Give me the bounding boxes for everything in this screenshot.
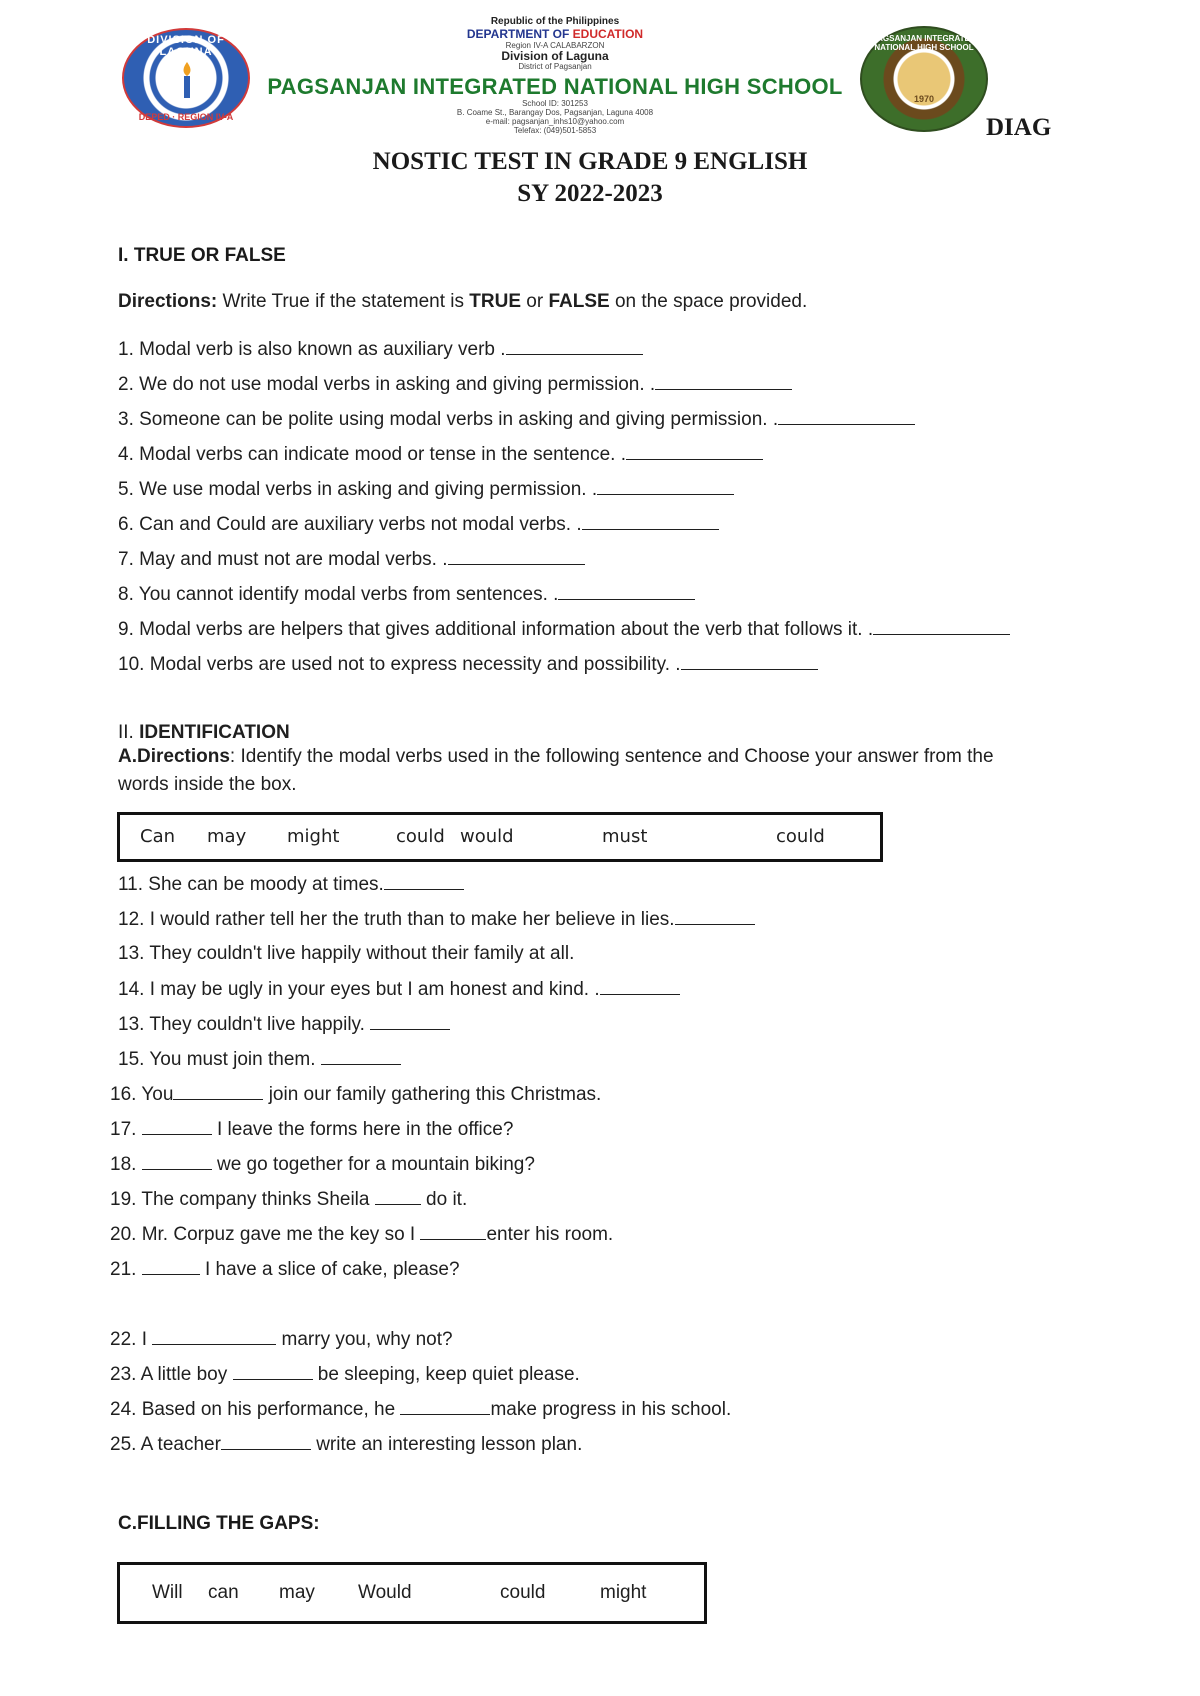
question-19 — [110, 1188, 467, 1211]
republic-label: Republic of the Philippines — [490, 16, 620, 27]
school-address: B. Coame St., Barangay Dos, Pagsanjan, Laguna 4008 — [456, 108, 654, 117]
section-heading-filling-gaps: C.FILLING THE GAPS: — [118, 1513, 320, 1534]
answer-blank[interactable] — [582, 513, 719, 530]
school-name: PAGSANJAN INTEGRATED NATIONAL HIGH SCHOOL — [267, 74, 843, 99]
question-6 — [118, 513, 719, 536]
seal-year: 1970 — [913, 94, 935, 104]
box-word: Would — [358, 1582, 412, 1603]
department-prefix: DEPARTMENT OF — [466, 27, 573, 41]
question-7 — [118, 548, 585, 571]
answer-blank[interactable] — [400, 1398, 490, 1415]
answer-blank[interactable] — [142, 1153, 212, 1170]
section-heading-identification — [118, 722, 290, 744]
box-word: Will — [152, 1582, 183, 1603]
question-text: 11. She can be moody at times. — [118, 874, 384, 895]
answer-blank[interactable] — [142, 1118, 212, 1135]
answer-blank[interactable] — [375, 1188, 421, 1205]
question-text: 14. I may be ugly in your eyes but I am honest and kind. . — [118, 979, 600, 1000]
question-text: do it. — [420, 1189, 468, 1210]
answer-blank[interactable] — [321, 1048, 401, 1065]
question-14 — [118, 978, 680, 1001]
question-text: join our family gathering this Christmas. — [263, 1084, 602, 1105]
question-text: 10. Modal verbs are used not to express necessity and possibility. . — [118, 654, 681, 675]
question-text: 21. — [110, 1259, 142, 1280]
answer-blank[interactable] — [448, 548, 585, 565]
question-text: 3. Someone can be polite using modal verbs in asking and giving permission. . — [118, 409, 779, 430]
box-word: must — [602, 826, 648, 847]
question-8 — [118, 583, 695, 606]
question-21 — [110, 1258, 460, 1281]
answer-blank[interactable] — [173, 1083, 263, 1100]
question-text: 2. We do not use modal verbs in asking and giving permission. . — [118, 374, 656, 395]
answer-blank[interactable] — [221, 1433, 311, 1450]
question-text: make progress in his school. — [490, 1399, 732, 1420]
question-text: 25. A teacher — [110, 1434, 221, 1455]
question-text: we go together for a mountain biking? — [211, 1154, 535, 1175]
department-suffix: EDUCATION — [572, 27, 644, 41]
district-label: District of Pagsanjan — [518, 62, 592, 71]
question-text: 7. May and must not are modal verbs. . — [118, 549, 448, 570]
question-text: enter his room. — [486, 1224, 614, 1245]
answer-blank[interactable] — [558, 583, 695, 600]
question-text: 24. Based on his performance, he — [110, 1399, 401, 1420]
question-3 — [118, 408, 915, 431]
directions-text: : Identify the modal verbs used in the following sentence and Choose your answer from the — [229, 746, 994, 767]
directions-identification-line2: words inside the box. — [118, 774, 297, 795]
region-label: Region IV-A CALABARZON — [505, 41, 605, 50]
word-box-identification — [117, 812, 883, 862]
question-16 — [110, 1083, 601, 1106]
box-word: might — [600, 1582, 647, 1603]
box-word: Can — [140, 826, 176, 847]
question-text: be sleeping, keep quiet please. — [312, 1364, 580, 1385]
school-telefax: Telefax: (049)501-5853 — [513, 126, 597, 135]
answer-blank[interactable] — [681, 653, 818, 670]
seal-bottom-text: DEPED · REGION IV-A — [138, 112, 234, 122]
title-diag: DIAG — [986, 114, 1052, 141]
question-text: I leave the forms here in the office? — [211, 1119, 514, 1140]
question-text: 13. They couldn't live happily without their family at all. — [118, 943, 575, 964]
question-text: 17. — [110, 1119, 142, 1140]
answer-blank[interactable] — [152, 1328, 276, 1345]
directions-text: Write True if the statement is — [217, 291, 470, 312]
question-text: I have a slice of cake, please? — [199, 1259, 460, 1280]
school-id: School ID: 301253 — [522, 99, 588, 108]
box-word: would — [460, 826, 514, 847]
question-text: 18. — [110, 1154, 142, 1175]
answer-blank[interactable] — [384, 873, 464, 890]
seal-text: PAGSANJAN INTEGRATED NATIONAL HIGH SCHOOL — [872, 34, 976, 52]
question-text: 19. The company thinks Sheila — [110, 1189, 375, 1210]
false-keyword: FALSE — [548, 291, 610, 312]
question-5 — [118, 478, 734, 501]
directions-label: A.Directions — [118, 746, 230, 767]
box-word: may — [207, 826, 247, 847]
true-keyword: TRUE — [469, 291, 522, 312]
question-10 — [118, 653, 818, 676]
answer-blank[interactable] — [142, 1258, 200, 1275]
answer-blank[interactable] — [655, 373, 792, 390]
question-text: 23. A little boy — [110, 1364, 233, 1385]
answer-blank[interactable] — [506, 338, 643, 355]
question-text: 1. Modal verb is also known as auxiliary verb . — [118, 339, 506, 360]
answer-blank[interactable] — [597, 478, 734, 495]
directions-identification — [118, 746, 994, 768]
answer-blank[interactable] — [626, 443, 763, 460]
question-20 — [110, 1223, 613, 1246]
answer-blank[interactable] — [778, 408, 915, 425]
answer-blank[interactable] — [675, 908, 755, 925]
question-11 — [118, 873, 464, 896]
question-13b — [118, 1013, 450, 1036]
question-text: 15. You must join them. — [118, 1049, 321, 1070]
box-word: could — [396, 826, 445, 847]
question-text: 16. You — [110, 1084, 174, 1105]
box-word: can — [208, 1582, 239, 1603]
question-22 — [110, 1328, 453, 1351]
question-text: 6. Can and Could are auxiliary verbs not modal verbs. . — [118, 514, 582, 535]
question-23 — [110, 1363, 580, 1386]
answer-blank[interactable] — [233, 1363, 313, 1380]
answer-blank[interactable] — [420, 1223, 486, 1240]
question-text: 22. I — [110, 1329, 153, 1350]
box-word: could — [500, 1582, 546, 1603]
directions-text: on the space provided. — [609, 291, 808, 312]
question-4 — [118, 443, 763, 466]
question-text: 8. You cannot identify modal verbs from sentences. . — [118, 584, 559, 605]
answer-blank[interactable] — [873, 618, 1010, 635]
question-12 — [118, 908, 755, 931]
directions-label: Directions: — [118, 291, 218, 312]
seal-text: DIVISION OF LAGUNA — [147, 34, 225, 58]
answer-blank[interactable] — [600, 978, 680, 995]
question-9 — [118, 618, 1010, 641]
question-13 — [118, 943, 574, 965]
word-box-filling-gaps — [117, 1562, 707, 1624]
question-text: 20. Mr. Corpuz gave me the key so I — [110, 1224, 421, 1245]
section-heading-true-false: I. TRUE OR FALSE — [118, 245, 286, 266]
question-text: 9. Modal verbs are helpers that gives additional information about the verb that follows it. . — [118, 619, 874, 640]
school-email: e-mail: pagsanjan_inhs10@yahoo.com — [485, 117, 625, 126]
question-1 — [118, 338, 643, 361]
directions-text: or — [521, 291, 549, 312]
answer-blank[interactable] — [370, 1013, 450, 1030]
question-15 — [118, 1048, 401, 1071]
heading-text: IDENTIFICATION — [139, 722, 290, 743]
box-word: might — [287, 826, 340, 847]
division-label: Division of Laguna — [501, 49, 609, 63]
school-year: SY 2022-2023 — [517, 180, 663, 207]
question-text: 12. I would rather tell her the truth than to make her believe in lies. — [118, 909, 675, 930]
question-24 — [110, 1398, 731, 1421]
page-title: NOSTIC TEST IN GRADE 9 ENGLISH — [372, 148, 808, 175]
question-2 — [118, 373, 792, 396]
box-word: could — [776, 826, 825, 847]
question-text: 13. They couldn't live happily. — [118, 1014, 371, 1035]
question-text: 5. We use modal verbs in asking and giving permission. . — [118, 479, 598, 500]
heading-prefix: II. — [118, 722, 140, 743]
department-label — [0, 27, 1155, 41]
question-25 — [110, 1433, 582, 1456]
question-text: write an interesting lesson plan. — [310, 1434, 583, 1455]
question-text: marry you, why not? — [276, 1329, 453, 1350]
box-word: may — [279, 1582, 315, 1603]
question-18 — [110, 1153, 535, 1176]
question-17 — [110, 1118, 513, 1141]
directions-true-false — [118, 291, 807, 313]
question-text: 4. Modal verbs can indicate mood or tense in the sentence. . — [118, 444, 627, 465]
